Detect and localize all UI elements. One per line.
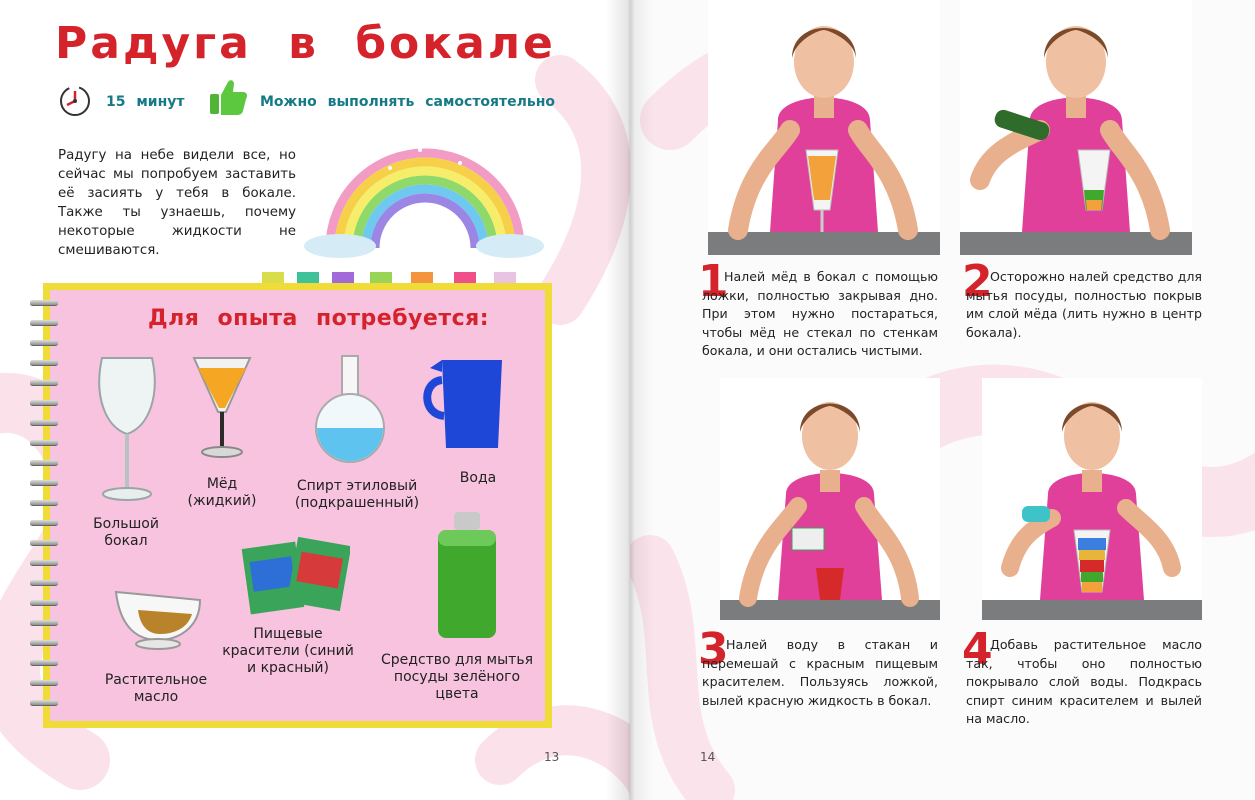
gravy-boat-icon [108,570,208,654]
independent-label: Можно выполнять самостоятельно [260,94,556,110]
flask-icon [310,354,390,468]
step-number: 4 [962,624,993,675]
step-number: 1 [698,256,729,307]
food-dye-packets-icon [240,535,350,619]
step-photo-4 [982,378,1202,620]
step-photo-2 [960,0,1192,255]
thumbs-up-icon [208,78,248,120]
step-number: 2 [962,256,993,307]
step-text: Налей воду в стакан и перемешай с красным пищевым красителем. Пользуясь ложкой, вылей красную жидкость в бокал. [702,637,938,708]
material-label: Средство для мытья посуды зелёного цвета [380,652,534,702]
material-label: Спирт этиловый (подкрашенный) [294,478,420,511]
step-photo-1 [708,0,940,255]
page-number-right: 14 [700,750,716,764]
intro-text: Радугу на небе видели все, но сейчас мы попробуем заставить её засиять у тебя в бокале. Также ты узнаешь, почему некоторые жидкости не смешиваются. [58,148,296,258]
material-label: Мёд (жидкий) [187,476,257,509]
pitcher-icon [420,354,520,458]
material-label: Вода [459,470,497,486]
step-text: Налей мёд в бокал с помощью ложки, полностью закрывая дно. При этом нужно постараться, чтобы мёд не стекал по стенкам бокала, и они остались чистыми. [702,269,938,358]
time-label: 15 минут [106,94,185,110]
material-label: Растительное масло [104,672,208,705]
rainbow-icon [300,128,550,262]
page-number-left: 13 [544,750,560,764]
materials-title: Для опыта потребуется: [148,306,490,331]
step-number: 3 [698,624,729,675]
step-text: Осторожно налей средство для мытья посуды, полностью покрыв им слой мёда (лить нужно в центр бокала). [966,269,1202,340]
material-label: Большой бокал [93,516,159,549]
step-photo-3 [720,378,940,620]
wine-glass-icon [92,354,162,508]
step-text: Добавь растительное масло так, чтобы оно полностью покрывало слой воды. Подкрась спирт синим красителем и вылей на масло. [966,637,1202,726]
detergent-bottle-icon [432,510,502,644]
timer-icon [58,84,92,122]
material-label: Пищевые красители (синий и красный) [222,626,354,676]
honey-glass-icon [190,352,254,466]
page-title: Радуга в бокале [55,18,556,69]
right-page [630,0,1255,800]
